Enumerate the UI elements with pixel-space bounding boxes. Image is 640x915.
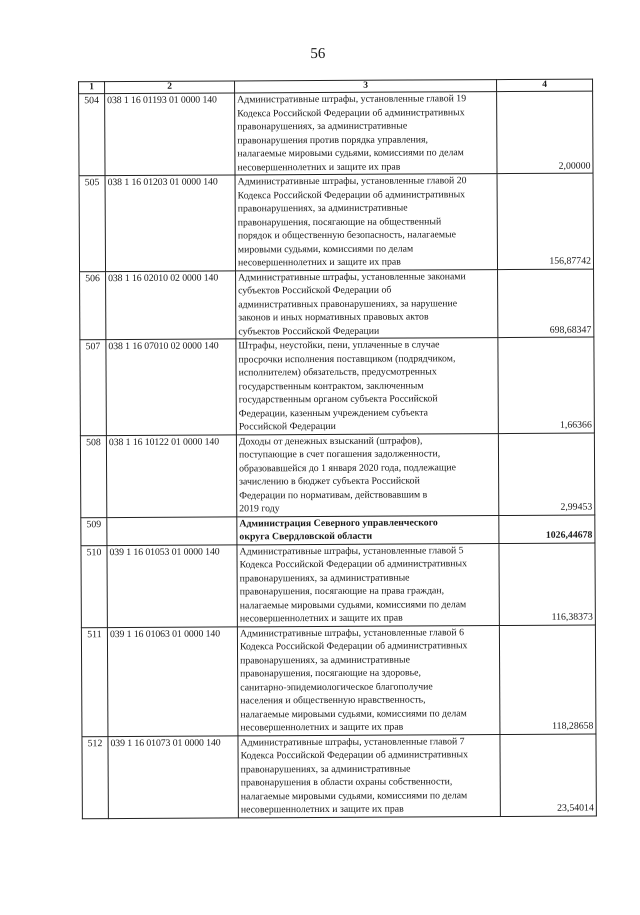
column-header-4: 4	[497, 79, 593, 92]
amount-value: 23,54014	[500, 734, 596, 817]
description-line: правонарушения, посягающие на права граждан,	[239, 585, 445, 598]
page-number: 56	[310, 45, 326, 63]
row-number: 505	[79, 176, 105, 272]
description-line: правонарушениях, за административные	[239, 572, 410, 584]
amount-value: 2,00000	[497, 91, 593, 174]
description-line: несовершеннолетних и защите их прав	[239, 612, 403, 625]
description-line: государственным органом субъекта Российской	[238, 393, 438, 406]
revenue-description	[237, 515, 499, 544]
budget-classification-code: 039 1 16 01053 01 0000 140	[107, 544, 237, 627]
description-line: зачислению в бюджет субъекта Российской	[239, 475, 420, 488]
row-number: 507	[80, 340, 106, 436]
row-number: 508	[80, 435, 106, 517]
description-line: налагаемые мировыми судьями, комиссиями по делам	[240, 789, 468, 802]
budget-classification-code: 039 1 16 01073 01 0000 140	[108, 735, 238, 818]
table-row	[79, 173, 593, 271]
row-number: 511	[81, 627, 108, 736]
description-line: правонарушения, посягающие на общественный	[237, 215, 442, 228]
description-line: правонарушения против порядка управления,	[237, 133, 428, 146]
description-line: Российской Федерации	[238, 420, 336, 433]
revenue-description	[237, 625, 500, 735]
row-number: 506	[80, 271, 106, 340]
description-line: правонарушениях, за административные	[237, 120, 408, 133]
table-row	[80, 433, 594, 518]
revenue-description	[238, 734, 500, 817]
description-line: образовавшейся до 1 января 2020 года, подлежащие	[239, 461, 456, 474]
description-line: Федерации, казенным учреждением субъекта	[238, 406, 429, 419]
table-row	[82, 734, 596, 819]
table-row	[80, 337, 594, 435]
description-line: Штрафы, неустойки, пени, уплаченные в случае	[238, 339, 440, 352]
table-section-row	[81, 515, 595, 546]
description-line: исполнителем) обязательств, предусмотренных	[238, 366, 437, 379]
description-line: округа Свердловской области	[239, 530, 373, 543]
budget-classification-code	[107, 516, 237, 545]
revenue-description	[235, 174, 497, 271]
description-line: правонарушениях, за административные	[237, 202, 408, 215]
description-line: Административные штрафы, установленные главой 19	[237, 93, 467, 106]
budget-classification-code: 039 1 16 01063 01 0000 140	[107, 626, 238, 736]
column-header-1: 1	[79, 82, 105, 94]
revenue-description	[236, 269, 498, 339]
description-line: несовершеннолетних и защите их прав	[237, 161, 401, 173]
table-row	[81, 625, 596, 737]
description-line: несовершеннолетних и защите их прав	[240, 803, 404, 816]
description-line: государственным контрактом, заключенным	[238, 379, 424, 392]
description-line: 2019 году	[239, 503, 280, 515]
column-header-3: 3	[235, 80, 497, 93]
description-line: законов и иных нормативных правовых актов	[238, 311, 429, 324]
amount-value: 1,66366	[498, 337, 594, 433]
amount-value: 118,28658	[499, 625, 596, 735]
row-number: 510	[81, 545, 107, 627]
description-line: налагаемые мировыми судьями, комиссиями по делам	[240, 707, 467, 720]
description-line: несовершеннолетних и защите их прав	[237, 256, 401, 269]
budget-classification-code: 038 1 16 02010 02 0000 140	[106, 270, 236, 339]
description-line: Администрация Северного управленческого	[239, 516, 438, 529]
column-header-2: 2	[105, 81, 235, 94]
row-number: 509	[81, 517, 107, 545]
description-line: несовершеннолетних и защите их прав	[240, 721, 404, 734]
description-line: населения и общественную нравственность,	[240, 694, 426, 707]
revenue-description	[236, 338, 498, 435]
revenue-table	[78, 79, 597, 819]
budget-classification-code: 038 1 16 10122 01 0000 140	[106, 434, 236, 517]
description-line: правонарушениях, за административные	[240, 763, 411, 775]
revenue-description	[237, 543, 499, 626]
description-line: Кодекса Российской Федерации об административных	[240, 749, 469, 762]
description-line: мировыми судьями, комиссиями по делам	[237, 243, 414, 255]
description-line: Кодекса Российской Федерации об административных	[237, 188, 466, 201]
description-line: Административные штрафы, установленные главой 6	[239, 626, 465, 639]
description-line: Административные штрафы, установленные главой 5	[239, 544, 464, 557]
description-line: правонарушениях, за административные	[240, 654, 410, 666]
amount-value: 1026,44678	[499, 515, 595, 544]
table-row	[79, 91, 593, 176]
description-line: Кодекса Российской Федерации об административных	[239, 640, 468, 653]
row-number: 504	[79, 94, 105, 176]
description-line: субъектов Российской Федерации	[238, 325, 380, 337]
description-line: просрочки исполнения поставщиком (подрядчиком,	[238, 352, 456, 365]
description-line: налагаемые мировыми судьями, комиссиями по делам	[239, 598, 467, 611]
description-line: Федерации по нормативам, действовавшим в	[239, 488, 428, 501]
description-line: Кодекса Российской Федерации об административных	[237, 106, 465, 119]
description-line: административных правонарушениях, за нарушение	[238, 297, 458, 310]
description-line: Административные штрафы, установленные главой 20	[237, 175, 467, 188]
amount-value: 698,68347	[498, 269, 594, 338]
description-line: Кодекса Российской Федерации об административных	[239, 558, 468, 571]
row-number: 512	[82, 736, 108, 818]
table-body	[79, 91, 597, 818]
description-line: правонарушения, посягающие на здоровье,	[240, 667, 421, 680]
table-row	[80, 269, 594, 340]
description-line: санитарно-эпидемиологическое благополучие	[240, 680, 433, 693]
description-line: Доходы от денежных взысканий (штрафов),	[238, 434, 423, 447]
table-row	[81, 543, 595, 628]
description-line: порядок и общественную безопасность, налагаемые	[237, 229, 457, 242]
revenue-description	[236, 433, 498, 516]
revenue-description	[235, 92, 497, 175]
amount-value: 156,87742	[497, 173, 593, 269]
description-line: налагаемые мировыми судьями, комиссиями по делам	[237, 147, 464, 160]
description-line: субъектов Российской Федерации об	[238, 284, 392, 297]
budget-classification-code: 038 1 16 07010 02 0000 140	[106, 339, 236, 435]
description-line: правонарушения в области охраны собственности,	[240, 776, 453, 789]
budget-classification-code: 038 1 16 01203 01 0000 140	[105, 175, 235, 271]
description-line: Административные штрафы, установленные законами	[238, 270, 466, 283]
budget-classification-code: 038 1 16 01193 01 0000 140	[105, 93, 235, 176]
description-line: Административные штрафы, установленные главой 7	[240, 735, 465, 748]
amount-value: 2,99453	[498, 433, 594, 516]
description-line: поступающие в счет погашения задолженности,	[238, 448, 441, 461]
amount-value: 116,38373	[499, 543, 595, 626]
